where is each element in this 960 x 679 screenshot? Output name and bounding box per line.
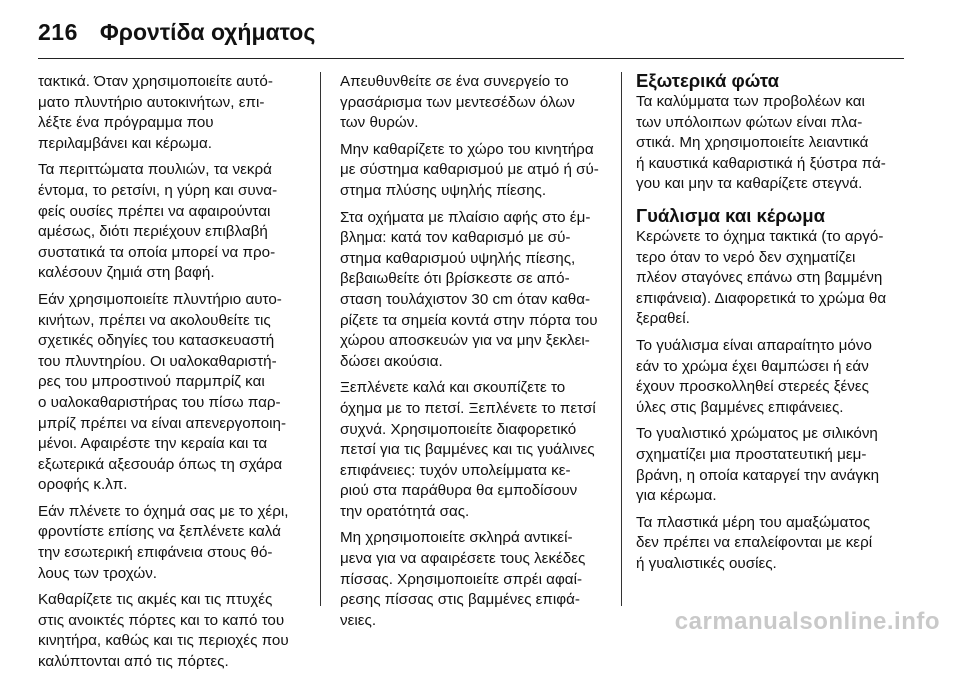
header-rule — [38, 58, 904, 59]
paragraph: Μην καθαρίζετε το χώρο του κινητήρα με σύστημα καθαρισμού με ατμό ή σύ- στημα πλύσης υψηλής πίεσης. — [340, 140, 599, 199]
section-heading-polishing-waxing: Γυάλισμα και κέρωμα — [636, 204, 825, 226]
paragraph: Το γυάλισμα είναι απαραίτητο μόνο εάν το χρώμα έχει θαμπώσει ή εάν έχουν προσκολληθεί στερεές ξένες ύλες στις βαμμένες επιφάνειες. — [636, 336, 872, 416]
section-heading-exterior-lights: Εξωτερικά φώτα — [636, 70, 779, 91]
text-column-3 — [636, 70, 906, 580]
paragraph: Απευθυνθείτε σε ένα συνεργείο το γρασάρισμα των μεντεσέδων όλων των θυρών. — [340, 73, 575, 132]
paragraph: Καθαρίζετε τις ακμές και τις πτυχές στις ανοικτές πόρτες και το καπό του κινητήρα, καθώς και τις περιοχές που καλύπτονται από τις πόρτες. — [38, 591, 289, 671]
paragraph: Τα πλαστικά μέρη του αμαξώματος δεν πρέπει να επαλείφονται με κερί ή γυαλιστικές ουσίες. — [636, 513, 873, 572]
paragraph: Τα περιττώματα πουλιών, τα νεκρά έντομα, το ρετσίνι, η γύρη και συνα- φείς ουσίες πρέπει να αφαιρούνται αμέσως, διότι περιέχουν επιβλαβή συστατικά τα οποία μπορεί να προ- καλέσουν ζημιά στη βαφή. — [38, 161, 278, 282]
paragraph: Μη χρησιμοποιείτε σκληρά αντικεί- μενα για να αφαιρέσετε τους λεκέδες πίσσας. Χρησιμοποιείτε σπρέι αφαί- ρεσης πίσσας στις βαμμένες επιφά- νειες. — [340, 529, 586, 629]
text-column-2 — [340, 72, 608, 637]
column-divider-2 — [621, 72, 622, 606]
watermark: carmanualsonline.info — [674, 608, 940, 635]
paragraph: Τα καλύμματα των προβολέων και των υπόλοιπων φώτων είναι πλα- στικά. Μη χρησιμοποιείτε λειαντικά ή καυστικά καθαριστικά ή ξύστρα πά- γου και μην τα καθαρίζετε στεγνά. — [636, 93, 886, 193]
paragraph: τακτικά. Όταν χρησιμοποιείτε αυτό- ματο πλυντήριο αυτοκινήτων, επι- λέξτε ένα πρόγραμμα που περιλαμβάνει και κέρωμα. — [38, 73, 273, 152]
paragraph: Ξεπλένετε καλά και σκουπίζετε το όχημα με το πετσί. Ξεπλένετε το πετσί συχνά. Χρησιμοποιείτε διαφορετικό πετσί για τις βαμμένες και τις γυάλινες επιφάνειες: τυχόν υπολείμματα κε- ριού στα παράθυρα θα εμποδίσουν την ορατότητά σας. — [340, 379, 596, 520]
paragraph: Κερώνετε το όχημα τακτικά (το αργό- τερο όταν το νερό δεν σχηματίζει πλέον σταγόνες επάνω στη βαμμένη επιφάνεια). Διαφορετικά το χρώμα θα ξεραθεί. — [636, 227, 887, 328]
text-column-1 — [38, 72, 306, 679]
column-divider-1 — [320, 72, 321, 606]
paragraph: Στα οχήματα με πλαίσιο αφής στο έμ- βλημα: κατά τον καθαρισμό με σύ- στημα καθαρισμού υψηλής πίεσης, βεβαιωθείτε ότι βρίσκεστε σε από- σταση τουλάχιστον 30 cm όταν καθα- ρίζετε τα σημεία κοντά στην πόρτα του χώρου αποσκευών για να μην ξεκλει- δώσει ακούσια. — [340, 208, 598, 370]
page-title: Φροντίδα οχήματος — [99, 18, 316, 45]
paragraph: Το γυαλιστικό χρώματος με σιλικόνη σχηματίζει μια προστατευτική μεμ- βράνη, η οποία καταργεί την ανάγκη για κέρωμα. — [636, 425, 880, 505]
paragraph: Εάν χρησιμοποιείτε πλυντήριο αυτο- κινήτων, πρέπει να ακολουθείτε τις σχετικές οδηγίες του κατασκευαστή του πλυντηρίου. Οι υαλοκαθαριστή- ρες του μπροστινού παρμπρίζ και ο υαλοκαθαριστήρας του πίσω παρ- μπρίζ πρέπει να είναι απενεργοποιη- μένοι. Αφαιρέστε την κεραία και τα εξωτερικά αξεσουάρ όπως τη σχάρα οροφής κ.λπ. — [38, 290, 287, 494]
page-number: 216 — [38, 18, 78, 45]
page-header — [38, 14, 315, 50]
paragraph: Εάν πλένετε το όχημά σας με το χέρι, φροντίστε επίσης να ξεπλένετε καλά την εσωτερική επιφάνεια στους θό- λους των τροχών. — [38, 502, 289, 582]
